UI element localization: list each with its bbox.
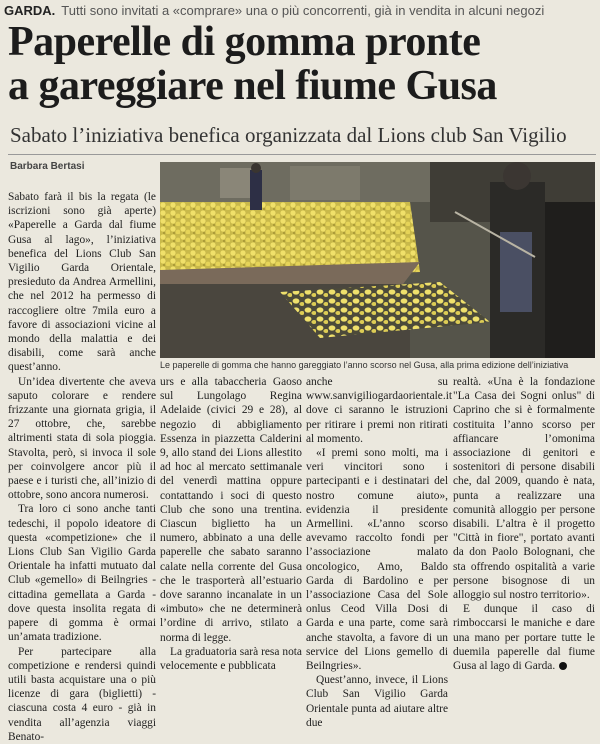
paragraph-final [453,602,595,673]
photo-caption: Le paperelle di gomma che hanno gareggiato l’anno scorso nel Gusa, alla prima edizione dell’iniziativa [160,360,569,370]
paragraph: Sabato farà il bis la regata (le iscrizioni sono già aperte) «Paperelle a Garda dal fiume Gusa al lago», l’iniziativa benefica del Lions Club San Vigilio Garda Orientale, presieduto da Andrea Armellini, che nel 2012 ha permesso di raccogliere oltre 7mila euro a favore di associazioni vicine al mondo della malattia e dei disabili, come sarà anche quest’anno. [8,191,156,374]
rubber-ducks-photo [160,162,595,358]
kicker [4,2,596,20]
subheadline: Sabato l’iniziativa benefica organizzata dal Lions club San Vigilio [10,123,567,147]
kicker-text: Tutti sono invitati a «comprare» una o più concorrenti, già in vendita in alcuni negozi [61,3,545,18]
paragraph: anche su www.sanvigiliogardaorientale.it dove ci saranno le istruzioni per ritirare i premi non ritirati al momento. [306,376,453,445]
paragraph: Un’idea divertente che aveva saputo colorare e rendere frizzante una giornata grigia, il 27 ottobre, che, sarebbe altrimenti stata di sola pioggia. Stavolta, però, si invoca il sole per coinvolgere ancor più il paese e i turisti che, all’inizio di ottobre, sono ancora numerosi. [8,375,156,502]
byline: Barbara Bertasi [10,161,85,172]
headline [8,20,594,108]
paragraph: La graduatoria sarà resa nota velocemente e pubblicata [160,645,302,673]
paragraph: realtà. «Una è la fondazione "La Casa dei Sogni onlus" di Caprino che si è formalmente costituita l’anno scorso per affiancare l’omonima associazione di genitori e sostenitori di persone disabili che, dal 2009, quando è nata, punta a realizzare una comunità alloggio per persone disabili. L’altra è il progetto "Città in fiore", portato avanti da don Paolo Bolognani, che sta offrendo ospitalità a varie persone bisognose di un alloggio sul nostro territorio». [453,376,595,602]
text-column-3 [306,375,453,729]
paragraph: urs e alla tabaccheria Gaoso sul Lungolago Regina Adelaide (civici 29 e 28), al negozio di abbigliamento Essenza in piazzetta Calderini 9, allo stand dei Lions allestito ad hoc al mercato settimanale del venerdì mattina oppure contattando i soci di questo Club che sono una trentina. Ciascun biglietto ha un numero, abbinato a una delle paperelle che sabato saranno calate nella corrente del Gusa che le trasporterà all’estuario dove saranno incanalate in un «imbuto» che ne determinerà l’ordine di arrivo, stilato a norma di legge. [160,376,302,644]
final-text: E dunque il caso di rimboccarsi le maniche e dare una mano per portare tutte le duemila paperelle dal fiume Gusa al lago di Garda. [453,603,595,673]
text-column-2 [160,375,302,673]
divider [8,154,596,155]
paragraph: Quest’anno, invece, il Lions Club San Vigilio Garda Orientale punta ad aiutare altre due [306,674,448,729]
paragraph: Tra loro ci sono anche tanti tedeschi, il popolo ideatore di questa «competizione» che il Lions Club San Vigilio Garda Orientale ha infatti mutuato dal Club «gemello» di Beilngries - cittadina gemellata a Garda - dove questa insolita regata di papere di gomma è ormai un’amata tradizione. [8,503,156,644]
article-photo [160,162,595,358]
kicker-location: GARDA. [4,3,56,18]
headline-line-1: Paperelle di gomma pronte [8,19,481,65]
text-column-4 [453,375,595,673]
end-mark-icon [559,662,567,670]
paragraph: Per partecipare alla competizione e rendersi quindi utili basta acquistare una o più licenze di gara (biglietti) - ciascuna costa 4 euro - già in vendita all’agenzia viaggi Benato- [8,645,156,743]
text-column-1 [8,190,156,743]
headline-line-2: a gareggiare nel fiume Gusa [8,63,497,109]
paragraph: «I premi sono molti, ma i veri vincitori sono i partecipanti e i destinatari del nostro comune aiuto», evidenzia il presidente Armellini. «L’anno scorso avevamo raccolto fondi per l’associazione malato oncologico, Amo, Baldo Garda di Bardolino e per l’associazione Casa del Sole onlus Ceod Villa Dosi di Garda e una parte, come sarà anche stavolta, a favore di un service del Lions gemello di Beilngries». [306,447,448,673]
